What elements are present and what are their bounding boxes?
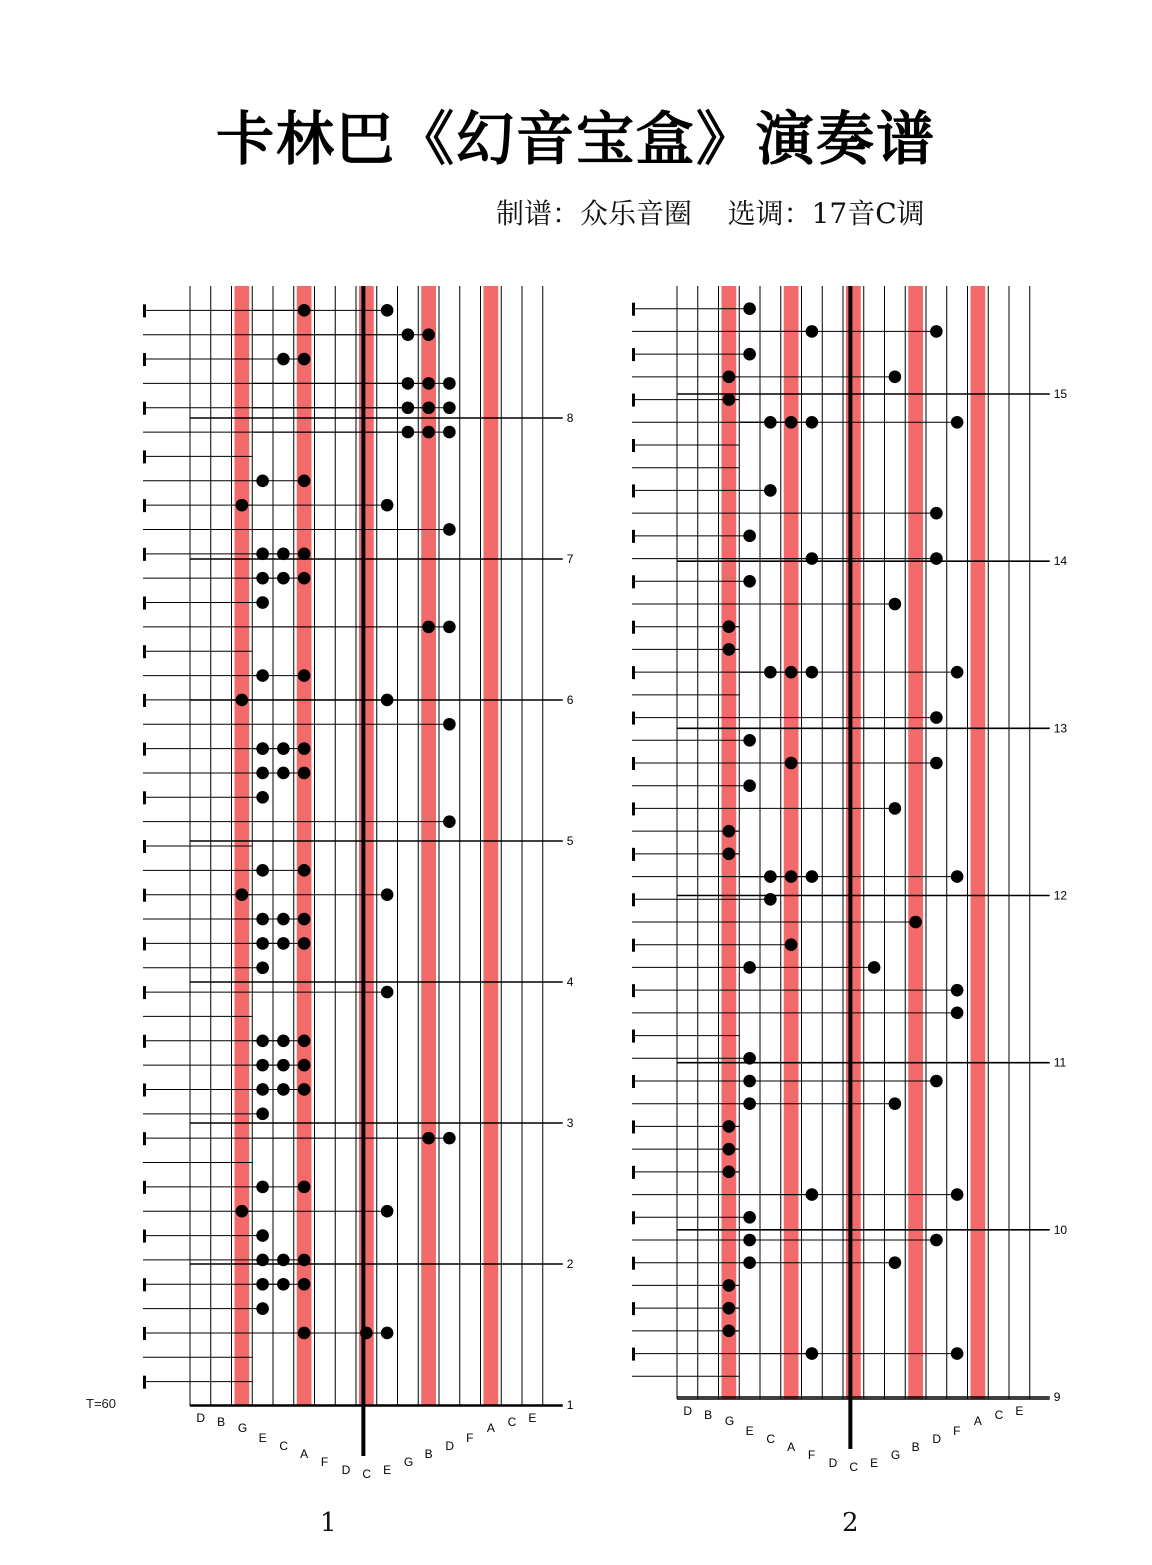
highlight-tine-lane [784,286,799,1399]
rhythm-stem [632,1120,635,1133]
tine-label: G [237,1421,248,1435]
rhythm-stem [143,548,146,561]
tine-label: C [507,1415,517,1429]
tine-label: A [300,1447,309,1461]
tine-label: E [528,1411,537,1425]
tine-label: B [704,1408,713,1422]
rhythm-stem [143,694,146,707]
tine-label: C [766,1432,776,1446]
rhythm-stem [143,791,146,804]
highlight-tine-lane [908,286,923,1399]
rhythm-stem [143,402,146,415]
measure-number: 12 [1053,888,1068,903]
tine-label: E [1015,1404,1024,1418]
rhythm-stem [632,1302,635,1315]
tine-label: D [341,1463,351,1477]
rhythm-stem [632,1348,635,1361]
tine-label: D [932,1432,942,1446]
tine-label: D [828,1456,838,1470]
rhythm-stem [143,1327,146,1340]
page-title: 卡林巴《幻音宝盒》演奏谱 [215,105,936,173]
highlight-tine-lane [846,286,861,1399]
tine-label: E [258,1431,267,1445]
rhythm-stem [632,939,635,952]
tine-label: G [403,1455,414,1469]
tempo-marking: T=60 [86,1396,116,1411]
measure-number: 14 [1053,554,1068,569]
rhythm-stem [143,743,146,756]
tine-label: G [724,1414,735,1428]
rhythm-stem [632,848,635,861]
score-panel-1 [143,286,574,1481]
rhythm-stem [632,621,635,634]
rhythm-stem [632,666,635,679]
tine-label: A [973,1414,982,1428]
rhythm-stem [632,439,635,452]
rhythm-stem [632,802,635,815]
measure-number: 4 [566,975,574,989]
tine-label: F [320,1455,329,1469]
tine-label: F [466,1431,474,1445]
tine-label: F [953,1424,961,1438]
score-panel-2 [632,286,1067,1474]
measure-number: 1 [566,1398,574,1412]
rhythm-stem [143,986,146,999]
tine-label: D [683,1404,693,1418]
rhythm-stem [143,840,146,853]
rhythm-stem [632,575,635,588]
tine-label: E [383,1463,392,1477]
rhythm-stem [143,597,146,610]
arranger-and-key-info: 制谱：众乐音圈 选调：17音C调 [496,197,925,230]
rhythm-stem [632,1166,635,1179]
rhythm-stem [143,1132,146,1145]
tine-label: G [890,1448,901,1462]
rhythm-stem [143,1083,146,1096]
rhythm-stem [632,1257,635,1270]
rhythm-stem [143,1376,146,1389]
rhythm-stem [143,1035,146,1048]
measure-number: 2 [566,1257,574,1271]
tine-label: B [424,1447,433,1461]
rhythm-stem [143,450,146,463]
rhythm-stem [632,757,635,770]
tine-label: A [787,1440,796,1454]
measure-number: 11 [1053,1055,1067,1070]
tine-label: D [196,1411,206,1425]
rhythm-stem [143,1181,146,1194]
rhythm-stem [632,1075,635,1088]
highlight-tine-lane [484,286,499,1406]
rhythm-stem [143,353,146,366]
measure-number: 6 [566,693,574,707]
measure-number: 10 [1053,1222,1068,1237]
rhythm-stem [632,348,635,361]
rhythm-stem [632,984,635,997]
rhythm-stem [143,1230,146,1243]
highlight-tine-lane [421,286,436,1406]
measure-number: 9 [1053,1390,1061,1404]
measure-number: 13 [1053,721,1068,736]
measure-number: 8 [566,411,574,425]
tine-label: B [217,1415,226,1429]
rhythm-stem [632,484,635,497]
measure-number: 7 [566,552,574,566]
page-number-1: 1 [320,1508,337,1538]
tine-label: C [849,1460,859,1474]
page-number-2: 2 [842,1508,859,1538]
measure-number: 3 [566,1116,574,1130]
rhythm-stem [632,530,635,543]
tine-label: F [807,1448,816,1462]
tine-label: A [486,1421,495,1435]
highlight-tine-lane [297,286,312,1406]
rhythm-stem [143,304,146,317]
measure-number: 15 [1053,387,1068,401]
rhythm-stem [143,645,146,658]
tine-label: E [870,1456,879,1470]
rhythm-stem [143,889,146,902]
highlight-tine-lane [971,286,986,1399]
measure-number: 5 [566,834,574,848]
rhythm-stem [632,303,635,316]
tine-label: C [994,1408,1004,1422]
rhythm-stem [632,893,635,906]
rhythm-stem [632,1211,635,1224]
tine-label: B [911,1440,920,1454]
tine-label: C [362,1467,372,1481]
tine-label: C [279,1439,289,1453]
rhythm-stem [143,1278,146,1291]
rhythm-stem [632,394,635,407]
tine-label: D [445,1439,455,1453]
rhythm-stem [143,937,146,950]
rhythm-stem [632,712,635,725]
tine-label: E [745,1424,754,1438]
highlight-tine-lane [359,286,374,1406]
rhythm-stem [632,1030,635,1043]
rhythm-stem [143,499,146,512]
highlight-tine-lane [722,286,737,1399]
